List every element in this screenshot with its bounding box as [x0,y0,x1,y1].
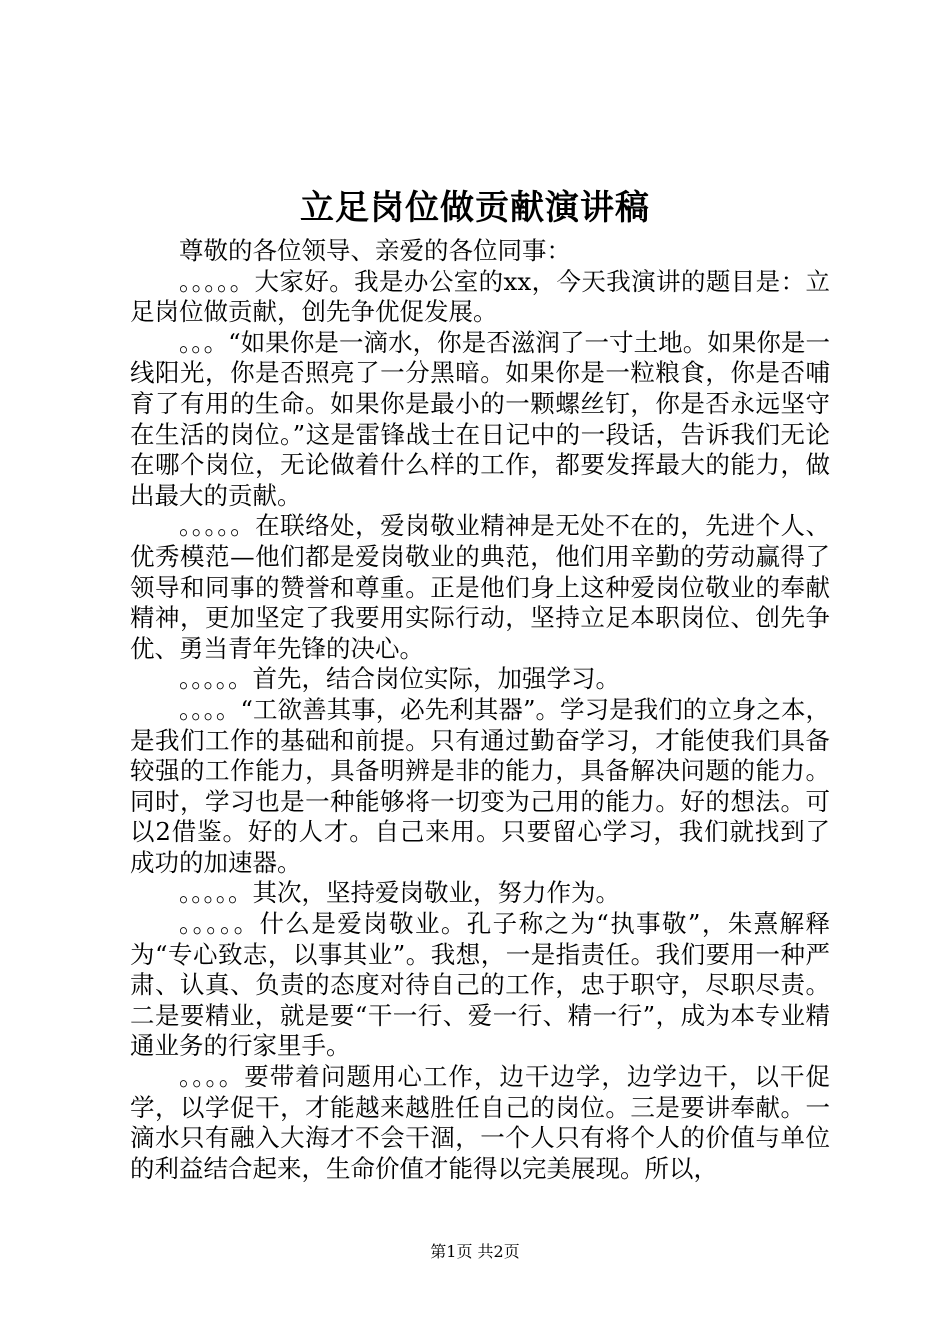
paragraph: 。。。。要带着问题用心工作，边干边学，边学边干，以干促学，以学促干，才能越来越胜任自己的岗位。三是要讲奉献。一滴水只有融入大海才不会干涸，一个人只有将个人的价值与单位的利益结合起来，生命价值才能得以完美展现。所以， [130,1062,830,1183]
paragraph: 。。。。。其次，坚持爱岗敬业，努力作为。 [179,878,620,908]
page-footer: 第1页 共2页 [430,1242,520,1261]
paragraph: 。。。。“工欲善其事，必先利其器”。学习是我们的立身之本，是我们工作的基础和前提。只有通过勤奋学习，才能使我们具备较强的工作能力，具备明辨是非的能力，具备解决问题的能力。同时，学习也是一种能够将一切变为己用的能力。好的想法。可以2借鉴。好的人才。自己来用。只要留心学习，我们就找到了成功的加速器。 [130,694,830,877]
document-title: 立足岗位做贡献演讲稿 [300,188,650,228]
paragraph: 。。。。。大家好。我是办公室的xx，今天我演讲的题目是：立足岗位做贡献，创先争优促发展。 [130,266,830,327]
paragraph-salutation: 尊敬的各位领导、亲爱的各位同事： [179,236,571,265]
document-body [130,236,830,1184]
paragraph: 。。。。。在联络处，爱岗敬业精神是无处不在的，先进个人、优秀模范—他们都是爱岗敬业的典范，他们用辛勤的劳动赢得了领导和同事的赞誉和尊重。正是他们身上这种爱岗位敬业的奉献精神，更加坚定了我要用实际行动，坚持立足本职岗位、创先争优、勇当青年先锋的决心。 [130,511,830,663]
paragraph: 。。。。。首先，结合岗位实际，加强学习。 [179,664,620,694]
paragraph: 。。。。。什么是爱岗敬业。孔子称之为“执事敬”，朱熹解释为“专心致志，以事其业”。我想，一是指责任。我们要用一种严肃、认真、负责的态度对待自己的工作，忠于职守，尽职尽责。二是要精业，就是要“干一行、爱一行、精一行”，成为本专业精通业务的行家里手。 [130,909,830,1061]
paragraph: 。。。“如果你是一滴水，你是否滋润了一寸土地。如果你是一线阳光，你是否照亮了一分黑暗。如果你是一粒粮食，你是否哺育了有用的生命。如果你是最小的一颗螺丝钉，你是否永远坚守在生活的岗位。”这是雷锋战士在日记中的一段话，告诉我们无论在哪个岗位，无论做着什么样的工作，都要发挥最大的能力，做出最大的贡献。 [130,327,830,510]
